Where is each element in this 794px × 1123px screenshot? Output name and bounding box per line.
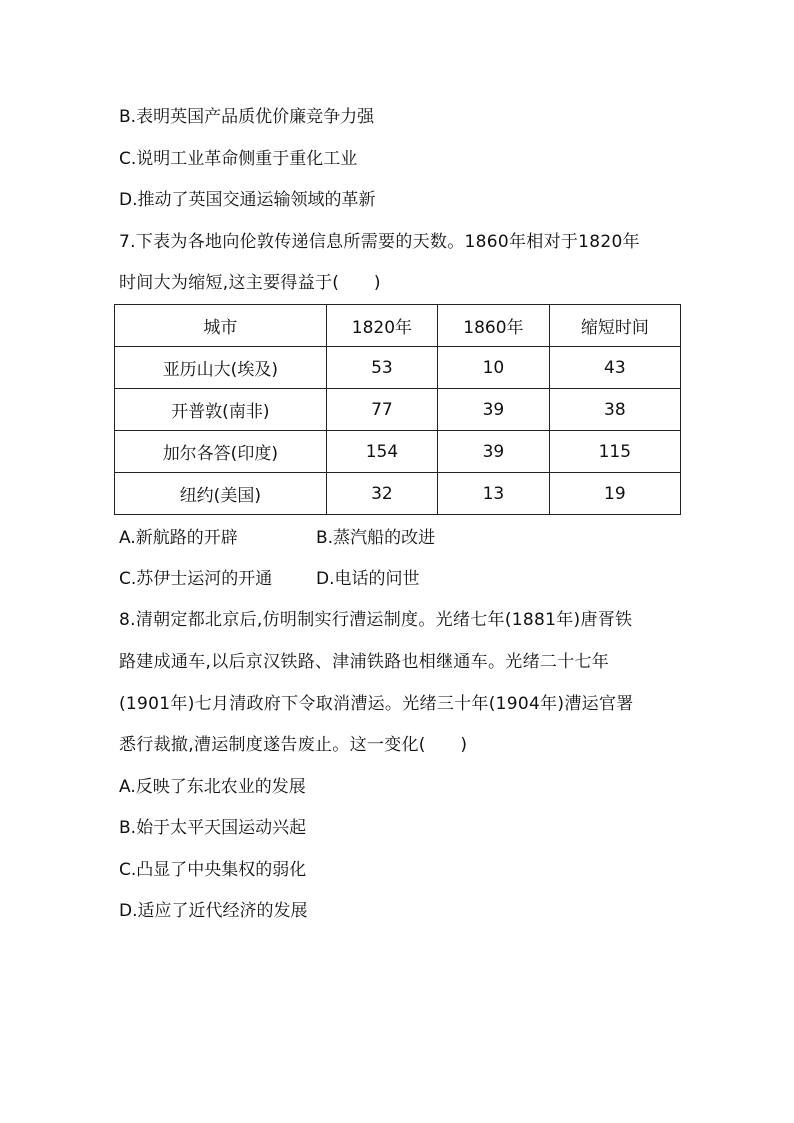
cell-city: 亚历山大(埃及) — [115, 347, 327, 389]
cell-1860: 10 — [438, 347, 550, 389]
cell-city: 开普敦(南非) — [115, 389, 327, 431]
cell-shortened: 43 — [549, 347, 680, 389]
option-c-prev: C.说明工业革命侧重于重化工业 — [119, 149, 358, 169]
q7-option-b: B.蒸汽船的改进 — [316, 528, 436, 548]
q7-stem-line-2: 时间大为缩短,这主要得益于( ) — [119, 273, 381, 293]
q8-stem-line-4: 悉行裁撤,漕运制度遂告废止。这一变化( ) — [119, 735, 468, 755]
q8-stem-line-3: (1901年)七月清政府下令取消漕运。光绪三十年(1904年)漕运官署 — [119, 694, 634, 714]
table-row — [115, 347, 681, 389]
cell-1820: 32 — [326, 473, 438, 515]
q7-stem-line-1: 7.下表为各地向伦敦传递信息所需要的天数。1860年相对于1820年 — [119, 232, 640, 252]
cell-1820: 53 — [326, 347, 438, 389]
q8-option-d: D.适应了近代经济的发展 — [119, 901, 308, 921]
cell-1860: 39 — [438, 389, 550, 431]
header-shortened: 缩短时间 — [549, 305, 680, 347]
cell-1820: 77 — [326, 389, 438, 431]
cell-city: 纽约(美国) — [115, 473, 327, 515]
q7-option-d: D.电话的问世 — [316, 569, 420, 589]
q7-option-c: C.苏伊士运河的开通 — [119, 569, 273, 589]
header-1860: 1860年 — [438, 305, 550, 347]
table-row — [115, 431, 681, 473]
table-header-row — [115, 305, 681, 347]
cell-1860: 39 — [438, 431, 550, 473]
cell-shortened: 115 — [549, 431, 680, 473]
q8-option-b: B.始于太平天国运动兴起 — [119, 818, 307, 838]
cell-1820: 154 — [326, 431, 438, 473]
cell-shortened: 19 — [549, 473, 680, 515]
table-row — [115, 473, 681, 515]
option-d-prev: D.推动了英国交通运输领域的革新 — [119, 190, 376, 210]
q8-stem-line-1: 8.清朝定都北京后,仿明制实行漕运制度。光绪七年(1881年)唐胥铁 — [119, 610, 633, 630]
cell-1860: 13 — [438, 473, 550, 515]
table-row — [115, 389, 681, 431]
q7-option-a: A.新航路的开辟 — [119, 528, 238, 548]
q8-stem-line-2: 路建成通车,以后京汉铁路、津浦铁路也相继通车。光绪二十七年 — [119, 652, 610, 672]
header-1820: 1820年 — [326, 305, 438, 347]
cell-city: 加尔各答(印度) — [115, 431, 327, 473]
option-b-prev: B.表明英国产品质优价廉竞争力强 — [119, 107, 375, 127]
q8-option-c: C.凸显了中央集权的弱化 — [119, 860, 307, 880]
q7-data-table — [114, 304, 681, 515]
q8-option-a: A.反映了东北农业的发展 — [119, 777, 306, 797]
header-city: 城市 — [115, 305, 327, 347]
cell-shortened: 38 — [549, 389, 680, 431]
